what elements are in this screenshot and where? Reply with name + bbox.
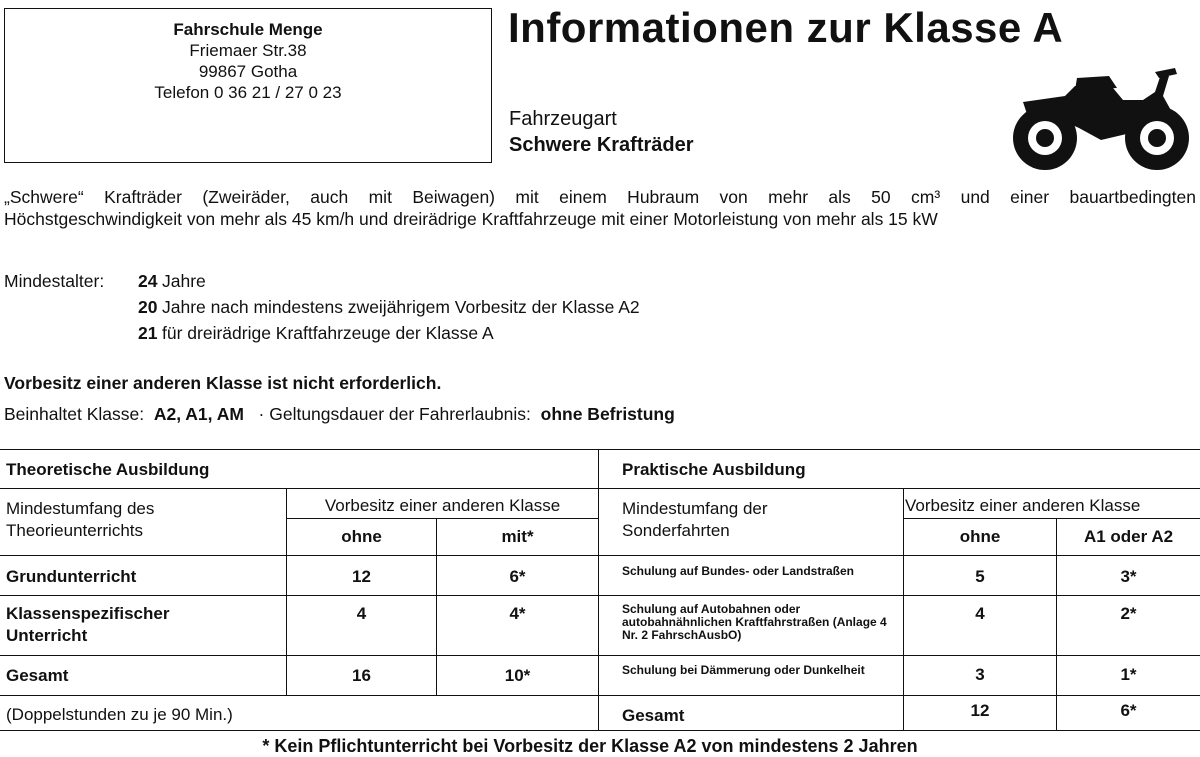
vehicle-type-label: Fahrzeugart xyxy=(509,108,617,130)
theory-value: 6* xyxy=(509,567,526,586)
practice-row-label: Schulung auf Bundes- oder Landstraßen xyxy=(622,564,855,578)
practice-value: 4 xyxy=(975,604,985,623)
prior-class-note: Vorbesitz einer anderen Klasse ist nicht erforderlich. xyxy=(4,373,442,393)
practice-group-header: Vorbesitz einer anderen Klasse xyxy=(905,496,1141,515)
theory-value: 4 xyxy=(356,604,367,623)
min-age-text: Jahre xyxy=(162,271,206,291)
theory-column-label: Theorieunterrichts xyxy=(6,521,144,540)
vehicle-type xyxy=(509,106,694,158)
practice-row-label: Schulung bei Dämmerung oder Dunkelheit xyxy=(622,663,865,677)
min-age-section xyxy=(4,268,640,346)
theory-row-label: Klassenspezifischer xyxy=(6,604,170,623)
theory-group-header: Vorbesitz einer anderen Klasse xyxy=(324,496,561,515)
class-description xyxy=(4,186,1200,230)
min-age-number: 24 xyxy=(138,271,158,291)
theory-row-label: Unterricht xyxy=(6,626,88,645)
min-age-text: Jahre nach mindestens zweijährigem Vorbesitz der Klasse A2 xyxy=(162,297,640,317)
theory-row-label: Gesamt xyxy=(6,666,69,685)
practice-value: 5 xyxy=(975,567,985,586)
vehicle-type-value: Schwere Krafträder xyxy=(509,134,694,156)
included-classes xyxy=(4,404,675,425)
min-age-text: für dreirädrige Kraftfahrzeuge der Klasse A xyxy=(162,323,494,343)
school-street: Friemaer Str.38 xyxy=(189,41,307,60)
page-title: Informationen zur Klasse A xyxy=(508,4,1064,51)
practice-subheader-ohne: ohne xyxy=(959,527,1001,546)
practice-subheader-a1a2: A1 oder A2 xyxy=(1083,527,1174,546)
theory-subheader-mit: mit* xyxy=(501,527,534,546)
theory-subheader-ohne: ohne xyxy=(341,527,382,546)
included-label: Beinhaltet Klasse: xyxy=(4,404,145,424)
min-age-number: 21 xyxy=(138,323,158,343)
practice-value: 1* xyxy=(1120,665,1137,684)
theory-value: 12 xyxy=(352,567,371,586)
theory-row-label: Grundunterricht xyxy=(6,567,137,586)
description-line-1: „Schwere“ Krafträder (Zweiräder, auch mit Beiwagen) mit einem Hubraum von mehr als 50 cm³ und einer bauartbedingten xyxy=(4,187,1196,207)
validity-value: ohne Befristung xyxy=(540,404,675,424)
practice-row-label: Gesamt xyxy=(622,706,685,725)
validity-label: · Geltungsdauer der Fahrerlaubnis: xyxy=(258,404,531,424)
school-phone: Telefon 0 36 21 / 27 0 23 xyxy=(154,83,342,102)
practice-value: 3 xyxy=(975,665,985,684)
motorcycle-icon xyxy=(1005,66,1195,176)
footnote: * Kein Pflichtunterricht bei Vorbesitz der Klasse A2 von mindestens 2 Jahren xyxy=(262,736,918,756)
min-age-label: Mindestalter: xyxy=(4,271,105,291)
practice-value: 6* xyxy=(1120,701,1137,720)
school-address-box xyxy=(4,8,492,163)
min-age-number: 20 xyxy=(138,297,158,317)
practice-column-label: Sonderfahrten xyxy=(622,521,730,540)
theory-heading: Theoretische Ausbildung xyxy=(6,460,210,479)
theory-value: 4* xyxy=(509,604,526,623)
practice-heading: Praktische Ausbildung xyxy=(622,460,806,479)
theory-value: 10* xyxy=(504,666,531,685)
theory-column-label: Mindestumfang des xyxy=(6,499,155,518)
theory-note: (Doppelstunden zu je 90 Min.) xyxy=(6,705,233,724)
practice-row-label: Schulung auf Autobahnen oder autobahnähnlichen Kraftfahrstraßen (Anlage 4 Nr. 2 FahrschAusbO) xyxy=(622,602,887,642)
included-value: A2, A1, AM xyxy=(153,404,244,424)
theory-value: 16 xyxy=(352,666,371,685)
school-name: Fahrschule Menge xyxy=(173,20,323,39)
practice-value: 12 xyxy=(970,701,990,720)
practice-value: 2* xyxy=(1120,604,1137,623)
description-line-2: Höchstgeschwindigkeit von mehr als 45 km/h und dreirädrige Kraftfahrzeuge mit einer Motorleistung von mehr als 15 kW xyxy=(4,209,938,229)
practice-value: 3* xyxy=(1120,567,1137,586)
school-city: 99867 Gotha xyxy=(198,62,298,81)
practice-column-label: Mindestumfang der xyxy=(622,499,768,518)
